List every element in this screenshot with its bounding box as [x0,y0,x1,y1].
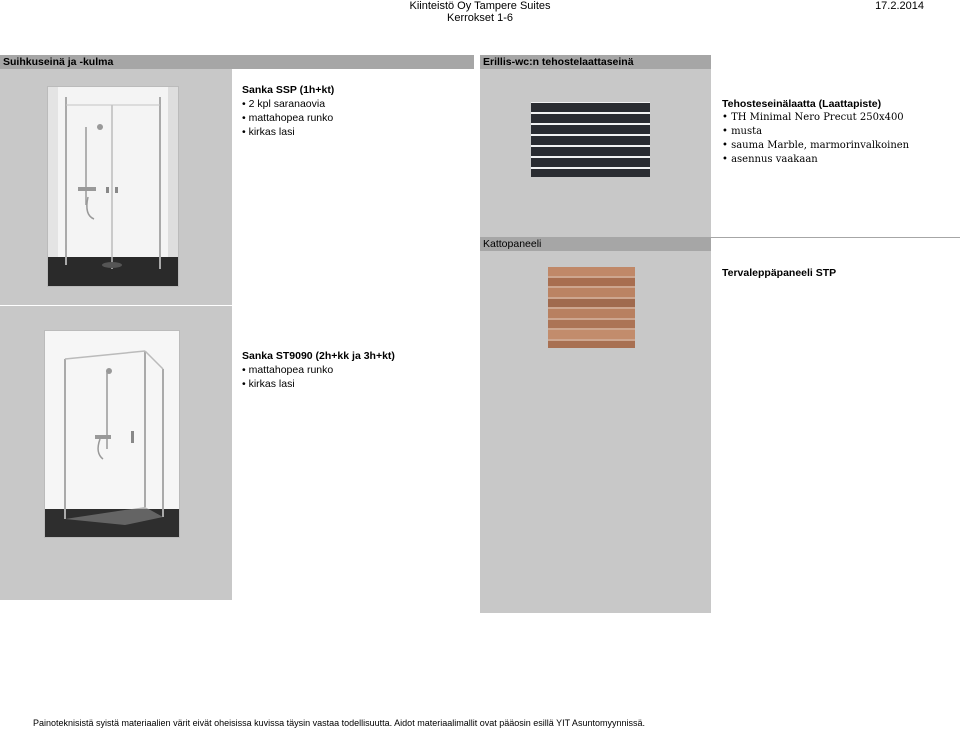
shower-item2-bullet: • mattahopea runko [242,363,472,377]
shower-item1-bullet: • kirkas lasi [242,125,472,139]
tile-swatch [531,102,650,177]
tile-title: Tehosteseinälaatta (Laattapiste) [722,98,882,110]
tile-bullet: • sauma Marble, marmorinvalkoinen [722,139,958,153]
wood-panel-title: Tervaleppäpaneeli STP [722,267,837,279]
ceiling-heading-rule [711,237,960,238]
tile-bullet: • TH Minimal Nero Precut 250x400 [722,111,958,125]
shower-item2-description [242,349,472,391]
shower-item1-description [242,83,472,139]
wood-panel-swatch [548,267,635,348]
tile-description [722,97,958,167]
footer-note: Painoteknisistä syistä materiaalien värit eivät oheisissa kuvissa täysin vastaa todellisuutta. Aidot materiaalimallit ovat pääosin esillä YIT Asuntomyynnissä. [33,718,645,728]
ceiling-section-heading: Kattopaneeli [480,237,711,251]
tile-bullet: • asennus vaakaan [722,153,958,167]
wc-section-heading: Erillis-wc:n tehostelaattaseinä [480,55,711,69]
shower-item2-bullet: • kirkas lasi [242,377,472,391]
shower-item2-title: Sanka ST9090 (2h+kk ja 3h+kt) [242,350,395,362]
shower-section-heading: Suihkuseinä ja -kulma [0,55,474,69]
shower-divider [0,305,232,306]
shower-item1-title: Sanka SSP (1h+kt) [242,84,335,96]
shower-corner-photo [44,330,180,538]
shower-item1-bullet: • mattahopea runko [242,111,472,125]
document-title: Kiinteistö Oy Tampere Suites [409,0,551,12]
shower-item1-bullet: • 2 kpl saranaovia [242,97,472,111]
shower-wall-photo [47,86,179,287]
document-date: 17.2.2014 [875,0,924,12]
document-subtitle: Kerrokset 1-6 [446,12,514,24]
wood-panel-description [722,266,958,280]
tile-bullet: • musta [722,125,958,139]
